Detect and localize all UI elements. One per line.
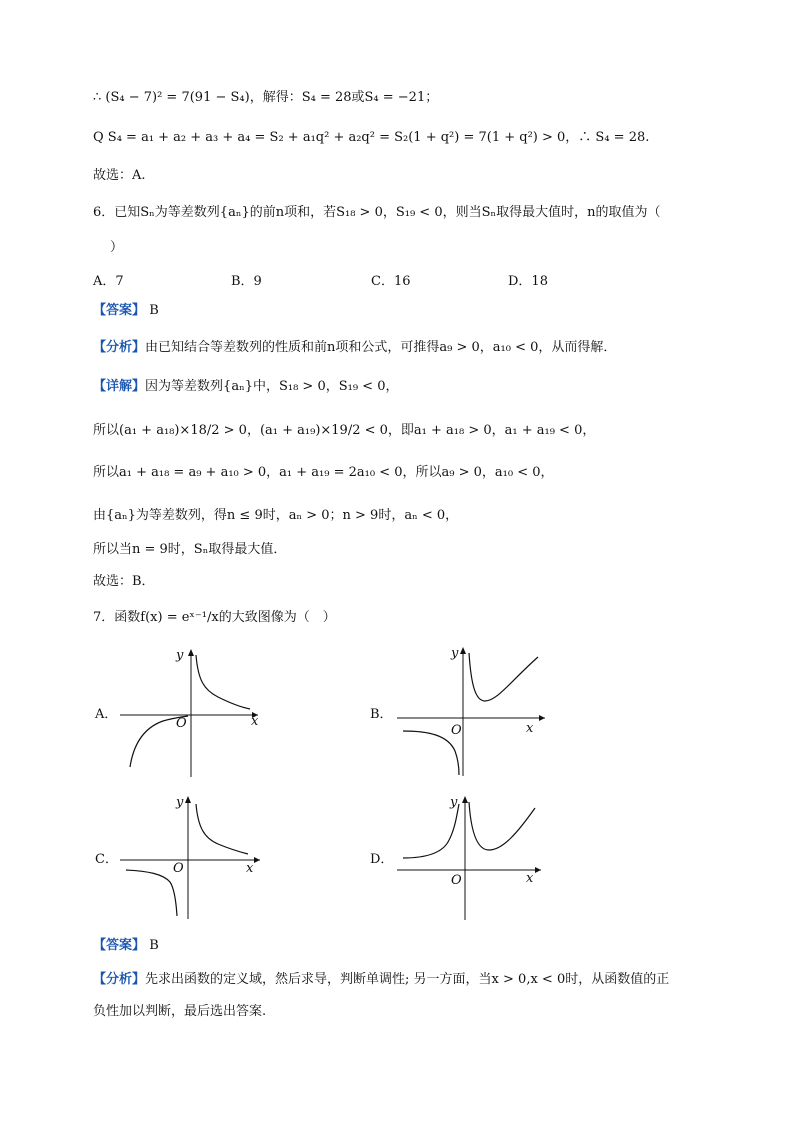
- graph-d-right-branch: [469, 802, 535, 850]
- graph-b-right-branch: [469, 653, 538, 701]
- detail-6-line-6: 故选：B．: [93, 574, 155, 589]
- q7-graph-b: [393, 643, 553, 778]
- graph-c-origin-label: O: [173, 861, 184, 876]
- graph-d-origin-label: O: [451, 873, 462, 888]
- analysis-7-tag: 【 分析 】: [93, 972, 145, 987]
- detail-6-text: 因为等差数列{aₙ}中，S₁₈ > 0，S₁₉ < 0，: [145, 379, 399, 394]
- analysis-7-line-2: 负性加以判断，最后选出答案.: [93, 1004, 267, 1019]
- graph-c-right-branch: [196, 804, 248, 854]
- analysis-6-tag: 【 分析 】: [93, 340, 145, 355]
- graph-a-y-label: y: [176, 648, 184, 663]
- detail-6-line-5: 所以当n = 9时，Sₙ取得最大值．: [93, 542, 287, 557]
- question-6-stem: 6．已知Sₙ为等差数列{aₙ}的前n项和，若S₁₈ > 0，S₁₉ < 0，则当Sₙ取得最大值时，n的取值为（: [93, 205, 661, 220]
- detail-6-line-4: 由{aₙ}为等差数列，得n ≤ 9时，aₙ > 0；n > 9时，aₙ < 0，: [93, 508, 459, 523]
- answer-6-value: B: [149, 303, 159, 318]
- y-axis-arrow-icon: [462, 796, 468, 803]
- graph-b-origin-label: O: [451, 723, 462, 738]
- answer-6: [93, 301, 159, 321]
- x-axis-arrow-icon: [254, 857, 260, 863]
- graph-c-left-branch: [126, 870, 177, 916]
- graph-a-origin-label: O: [176, 716, 187, 731]
- graph-b-y-label: y: [451, 646, 459, 661]
- detail-6-line-2: 所以(a₁ + a₁₈)×18/2 > 0，(a₁ + a₁₉)×19/2 < 0，即a₁ + a₁₈ > 0，a₁ + a₁₉ < 0，: [93, 423, 596, 438]
- graph-a-x-label: x: [251, 714, 259, 729]
- q7-option-d-label: D．: [370, 852, 394, 867]
- q7-option-b-label: B．: [370, 707, 393, 722]
- q7-option-c-label: C．: [95, 852, 118, 867]
- q7-graph-c: [118, 792, 268, 922]
- analysis-7-text: 先求出函数的定义域，然后求导，判断单调性; 另一方面，当x > 0,x < 0时，从函数值的正: [145, 972, 670, 987]
- solution-line-3: 故选：A.: [93, 168, 146, 183]
- graph-d-x-label: x: [526, 871, 534, 886]
- detail-6-tag: 【 详解 】: [93, 379, 145, 394]
- q7-option-a-label: A．: [95, 707, 118, 722]
- graph-b-x-label: x: [526, 721, 534, 736]
- answer-6-tag: 【 答案 】: [93, 303, 145, 318]
- question-6-options: [93, 270, 653, 290]
- answer-7-value: B: [149, 938, 159, 953]
- solution-line-1: ∴ (S₄ − 7)² = 7(91 − S₄)，解得：S₄ = 28或S₄ = −21；: [93, 90, 439, 105]
- y-axis-arrow-icon: [188, 649, 194, 656]
- question-6-stem-end: ）: [110, 240, 124, 255]
- question-7-stem: 7．函数f(x) = eˣ⁻¹/x的大致图像为（ ）: [93, 610, 336, 625]
- x-axis-arrow-icon: [539, 715, 545, 721]
- answer-7-tag: 【 答案 】: [93, 938, 145, 953]
- analysis-7: [93, 970, 669, 990]
- analysis-6-text: 由已知结合等差数列的性质和前n项和公式，可推得a₉ > 0，a₁₀ < 0，从而得解．: [145, 340, 617, 355]
- q6-option-a: A．7: [93, 274, 124, 289]
- graph-d-left-branch: [403, 804, 459, 858]
- graph-a-right-branch: [196, 655, 250, 709]
- x-axis-arrow-icon: [535, 867, 541, 873]
- answer-7: [93, 936, 159, 956]
- q7-graph-d: [393, 792, 553, 922]
- detail-6: [93, 377, 398, 397]
- q6-option-c: C．16: [371, 274, 411, 289]
- graph-c-x-label: x: [246, 861, 254, 876]
- y-axis-arrow-icon: [460, 647, 466, 654]
- analysis-6: [93, 338, 616, 358]
- q6-option-b: B．9: [231, 274, 262, 289]
- graph-c-y-label: y: [176, 795, 184, 810]
- y-axis-arrow-icon: [185, 796, 191, 803]
- q7-graph-a: [118, 645, 268, 780]
- graph-d-y-label: y: [450, 795, 458, 810]
- detail-6-line-3: 所以a₁ + a₁₈ = a₉ + a₁₀ > 0，a₁ + a₁₉ = 2a₁₀ < 0，所以a₉ > 0，a₁₀ < 0，: [93, 465, 554, 480]
- solution-line-2: Q S₄ = a₁ + a₂ + a₃ + a₄ = S₂ + a₁q² + a₂q² = S₂(1 + q²) = 7(1 + q²) > 0，∴ S₄ = 28.: [93, 130, 650, 145]
- q6-option-d: D．18: [508, 274, 548, 289]
